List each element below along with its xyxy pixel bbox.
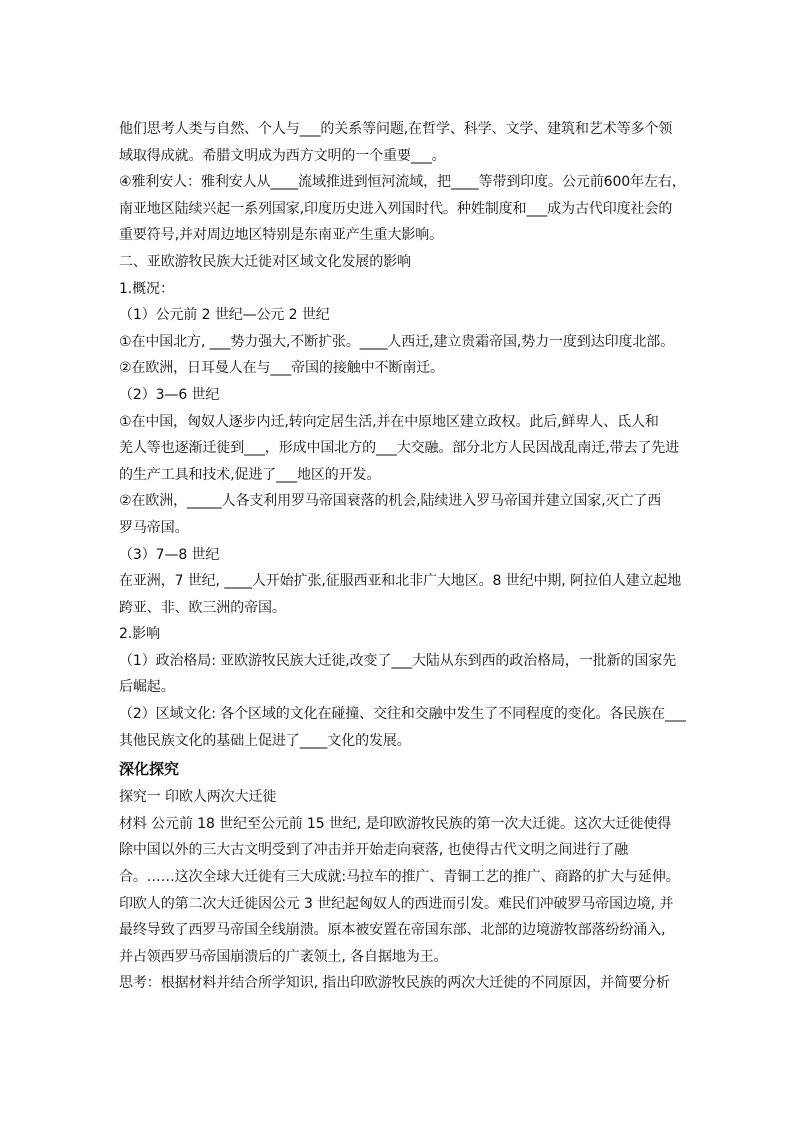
- text-line: 域取得成就。希腊文明成为西方文明的一个重要___。: [119, 147, 446, 164]
- text-line: 他们思考人类与自然、个人与___的关系等问题,在哲学、科学、文学、建筑和艺术等多个领: [119, 121, 673, 137]
- text-line: 南亚地区陆续兴起一系列国家,印度历史进入列国时代。种姓制度和___成为古代印度社会的: [119, 200, 673, 217]
- text-line: 的生产工具和技术,促进了___地区的开发。: [119, 466, 381, 483]
- material-line: 印欧人的第二次大迁徙因公元 3 世纪起匈奴人的西进而引发。难民们冲破罗马帝国边境, 并: [119, 895, 674, 912]
- text-line: 羌人等也逐渐迁徙到___，形成中国北方的___大交融。部分北方人民因战乱南迁,带去了先进: [119, 440, 680, 457]
- text-line: 罗马帝国。: [119, 519, 189, 536]
- text-line: ②在欧洲，日耳曼人在与___帝国的接触中不断南迁。: [119, 360, 445, 377]
- document-page: [119, 116, 686, 997]
- text-line: 重要符号,并对周边地区特别是东南亚产生重大影响。: [119, 227, 444, 244]
- text-line: ②在欧洲，_____人各支利用罗马帝国衰落的机会,陆续进入罗马帝国并建立国家,灭亡了西: [119, 493, 662, 510]
- text-line: 跨亚、非、欧三洲的帝国。: [119, 599, 286, 616]
- material-line: 材料 公元前 18 世纪至公元前 15 世纪, 是印欧游牧民族的第一次大迁徙。这次大迁徙使得: [119, 815, 672, 832]
- material-line: 除中国以外的三大古文明受到了冲击并开始走向衰落, 也使得古代文明之间进行了融: [119, 842, 629, 859]
- text-line: ①在中国北方, ___势力强大,不断扩张。____人西迁,建立贵霜帝国,势力一度到达印度北部。: [119, 333, 675, 350]
- text-line: 在亚洲，7 世纪, ____人开始扩张,征服西亚和北非广大地区。8 世纪中期, 阿拉伯人建立起地: [119, 573, 682, 590]
- period-heading: （3）7—8 世纪: [119, 546, 220, 563]
- material-line: 最终导致了西罗马帝国全线崩溃。原本被安置在帝国东部、北部的边境游牧部落纷纷涌入,: [119, 922, 666, 939]
- subsection-title: 2.影响: [119, 626, 160, 643]
- period-heading: （2）3—6 世纪: [119, 386, 220, 403]
- text-line: （1）政治格局: 亚欧游牧民族大迁徙,改变了___大陆从东到西的政治格局，一批新的国家先: [119, 652, 677, 669]
- inquiry-title: 探究一 印欧人两次大迁徙: [119, 789, 277, 806]
- text-line: 后崛起。: [119, 679, 175, 696]
- text-line: ①在中国，匈奴人逐步内迁,转向定居生活,并在中原地区建立政权。此后,鲜卑人、氐人和: [119, 413, 659, 430]
- text-line: 其他民族文化的基础上促进了____文化的发展。: [119, 732, 411, 749]
- material-line: 并占领西罗马帝国崩溃后的广袤领土, 各自据地为王。: [119, 948, 448, 965]
- section-heading: 深化探究: [119, 760, 180, 779]
- subsection-title: 1.概况：: [119, 280, 174, 297]
- period-heading: （1）公元前 2 世纪—公元 2 世纪: [119, 307, 330, 324]
- section-title: 二、亚欧游牧民族大迁徙对区域文化发展的影响: [119, 253, 411, 270]
- question-line: 思考：根据材料并结合所学知识, 指出印欧游牧民族的两次大迁徙的不同原因，并简要分析: [119, 975, 670, 992]
- material-line: 合。……这次全球大迁徙有三大成就:马拉车的推广、青铜工艺的推广、商路的扩大与延伸。: [119, 869, 680, 886]
- text-line: （2）区域文化: 各个区域的文化在碰撞、交往和交融中发生了不同程度的变化。各民族在___: [119, 706, 686, 723]
- text-line: ④雅利安人：雅利安人从____流域推进到恒河流域，把____等带到印度。公元前600年左右，: [119, 174, 686, 191]
